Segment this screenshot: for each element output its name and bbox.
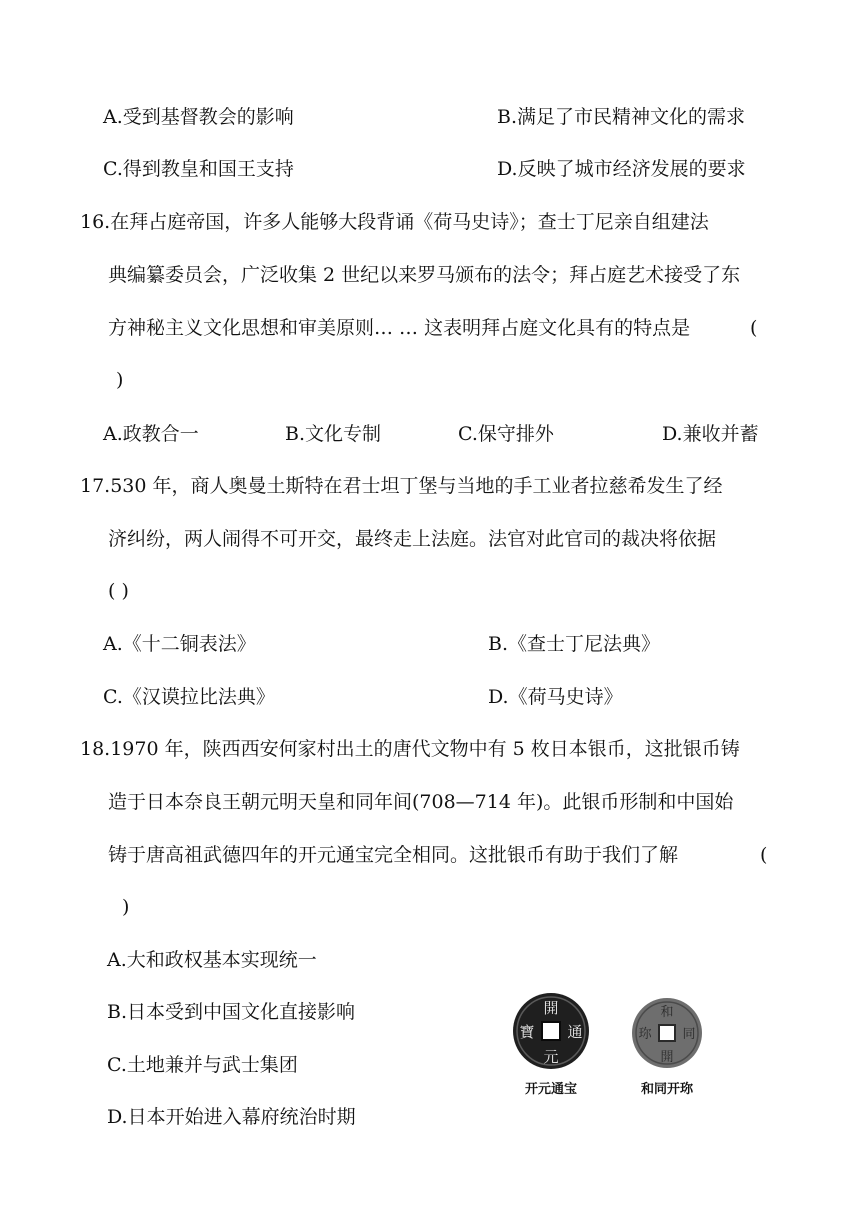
q18-option-a: A.大和政权基本实现统一 [107, 949, 317, 971]
wadokaichin-coin-figure [624, 994, 710, 1097]
q18-stem-line-2: 造于日本奈良王朝元明天皇和同年间(708—714 年)。此银币形制和中国始 [108, 791, 734, 813]
q17-option-a: A.《十二铜表法》 [103, 633, 256, 655]
q17-stem-line-1: 17.530 年，商人奥曼土斯特在君士坦丁堡与当地的手工业者拉慈希发生了经 [80, 475, 723, 497]
kaiyuan-coin-caption: 开元通宝 [524, 1082, 577, 1097]
q16-option-c: C.保守排外 [458, 423, 554, 445]
wadokaichin-coin-caption: 和同开珎 [640, 1082, 693, 1097]
q15-option-d: D.反映了城市经济发展的要求 [497, 158, 746, 180]
coin2-char-right: 同 [682, 1027, 696, 1042]
q16-answer-paren-close: ) [116, 369, 124, 391]
q16-option-d: D.兼收并蓄 [662, 423, 759, 445]
q17-stem-line-2: 济纠纷，两人闹得不可开交，最终走上法庭。法官对此官司的裁决将依据 [108, 528, 717, 550]
q17-option-d: D.《荷马史诗》 [488, 686, 623, 708]
q17-option-c: C.《汉谟拉比法典》 [103, 686, 275, 708]
q15-option-c: C.得到教皇和国王支持 [103, 158, 294, 180]
q18-answer-paren-close: ) [122, 896, 130, 918]
q18-option-d: D.日本开始进入幕府统治时期 [107, 1106, 356, 1128]
q18-option-b: B.日本受到中国文化直接影响 [107, 1001, 356, 1023]
q18-answer-paren-open: ( [760, 844, 768, 866]
coin2-char-top: 和 [660, 1005, 674, 1020]
coin1-char-right: 通 [567, 1023, 583, 1041]
coin2-char-bottom: 開 [660, 1050, 674, 1065]
q18-stem-line-1: 18.1970 年，陕西西安何家村出土的唐代文物中有 5 枚日本银币，这批银币铸 [80, 738, 740, 760]
q18-stem-line-3: 铸于唐高祖武德四年的开元通宝完全相同。这批银币有助于我们了解 [108, 844, 679, 866]
q16-stem-line-1: 16.在拜占庭帝国，许多人能够大段背诵《荷马史诗》；查士丁尼亲自组建法 [80, 211, 709, 233]
q18-option-c: C.土地兼并与武士集团 [107, 1054, 298, 1076]
coin1-char-top: 開 [543, 999, 559, 1017]
wadokaichin-coin-icon [624, 994, 710, 1072]
q17-option-b: B.《查士丁尼法典》 [488, 633, 661, 655]
q16-answer-paren-open: ( [750, 317, 758, 339]
kaiyuan-coin-figure [505, 990, 597, 1097]
q16-stem-line-3: 方神秘主义文化思想和审美原则… … 这表明拜占庭文化具有的特点是 [108, 317, 691, 339]
kaiyuan-coin-icon [505, 990, 597, 1072]
q17-answer-paren: ( ) [108, 580, 129, 602]
q16-option-b: B.文化专制 [285, 423, 382, 445]
coin1-char-left: 寶 [519, 1023, 535, 1041]
coin1-char-bottom: 元 [543, 1048, 559, 1066]
q15-option-a: A.受到基督教会的影响 [103, 106, 294, 128]
q16-stem-line-2: 典编纂委员会，广泛收集 2 世纪以来罗马颁布的法令；拜占庭艺术接受了东 [108, 264, 741, 286]
coin2-char-left: 珎 [638, 1027, 652, 1042]
q16-option-a: A.政教合一 [103, 423, 199, 445]
q15-option-b: B.满足了市民精神文化的需求 [497, 106, 746, 128]
